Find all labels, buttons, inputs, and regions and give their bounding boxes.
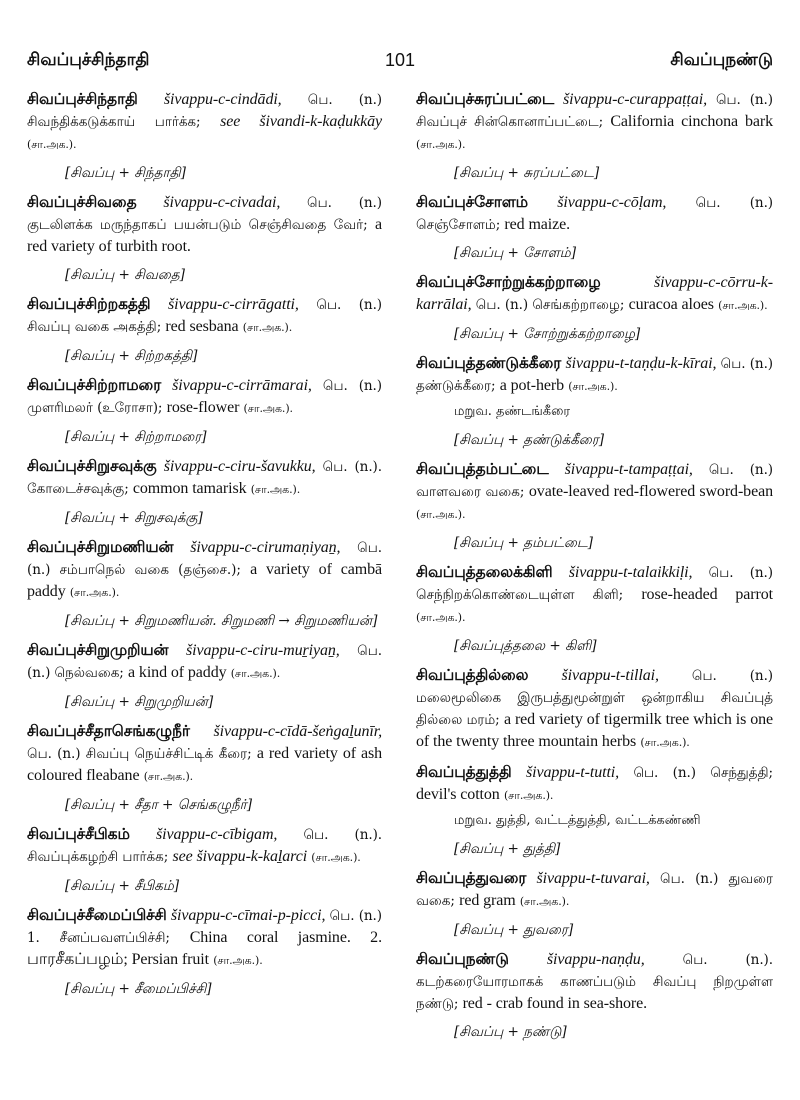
entry-definition (416, 664, 773, 754)
headword: சிவப்புச்சீபிகம் (27, 825, 130, 843)
headword: சிவப்புச்சிறுசவுக்கு (27, 457, 157, 475)
english-gloss: California cinchona bark (610, 113, 773, 130)
part-of-speech: பெ. (n.) (322, 378, 382, 394)
english-gloss: devil's cotton (416, 786, 500, 803)
tamil-gloss: கடற்கரையோரமாகக் காணப்படும் சிவப்பு நிறமுள்ள நண்டு; (416, 974, 773, 1012)
headword: சிவப்புத்துத்தி (416, 763, 512, 781)
english-gloss: a variety of cambā paddy (27, 561, 382, 600)
etymology: [சிவப்பு + தண்டுக்கீரை] (454, 432, 605, 448)
source-abbreviation: (சா.அக.). (242, 321, 293, 334)
transliteration: šivappu-c-cōḷam, (557, 194, 667, 211)
english-gloss: ovate-leaved red-flowered sword-bean (528, 483, 773, 500)
tamil-gloss: செந்துத்தி; (710, 765, 773, 781)
transliteration: šivappu-t-talaikkiḷi, (568, 564, 693, 581)
entry-definition (416, 191, 773, 236)
headword: சிவப்புச்சிறுமணியன் (27, 538, 174, 556)
entry-definition (27, 293, 382, 339)
tamil-gloss: சிவந்திக்கடுக்காய் பார்க்க; (27, 114, 201, 130)
headword: சிவப்புச்சிறுமுறியன் (27, 641, 169, 659)
tamil-gloss: செந்நிறக்கொண்டையுள்ள கிளி; (416, 587, 624, 603)
headword: சிவப்புத்தில்லை (416, 666, 529, 684)
entry-definition (416, 88, 773, 156)
transliteration: šivappu-c-cōrru-k-karrālai, (416, 274, 773, 313)
transliteration: šivappu-c-ciru-muṟiyaṉ, (186, 642, 340, 659)
dictionary-entry (27, 720, 382, 816)
transliteration: šivappu-c-cirrāmarai, (172, 377, 312, 394)
part-of-speech: பெ. (n.) (660, 871, 719, 887)
tamil-gloss: வாளவரை வகை; (416, 484, 525, 500)
entry-definition (27, 904, 382, 972)
part-of-speech: பெ. (n.) (708, 462, 773, 478)
dictionary-entry (27, 536, 382, 632)
english-gloss: a red variety of turbith root. (27, 216, 382, 255)
source-abbreviation: (சா.அக.). (568, 380, 618, 393)
dictionary-entry (27, 293, 382, 367)
tamil-gloss: முளரிமலர் (உரோசா); (27, 400, 163, 416)
page-number: 101 (384, 50, 416, 70)
part-of-speech: பெ. (n.) (27, 540, 382, 578)
tamil-gloss: செஞ்சோளம்; (416, 217, 501, 233)
headword: சிவப்புச்சோளம் (416, 193, 528, 211)
transliteration: šivappu-t-tuvarai, (536, 870, 650, 887)
etymology: [சிவப்பு + சிந்தாதி] (65, 165, 186, 181)
english-gloss: curacoa aloes (628, 296, 714, 313)
entry-definition (416, 271, 773, 317)
tamil-gloss: செங்கற்றாழை; (532, 297, 625, 313)
transliteration: šivappu-c-cirrāgatti, (168, 296, 299, 313)
dictionary-entry (27, 823, 382, 897)
headword: சிவப்புச்சோற்றுக்கற்றாழை (416, 273, 601, 291)
dictionary-entry (416, 458, 773, 554)
etymology: [சிவப்பு + நண்டு] (454, 1024, 567, 1040)
tamil-gloss: துவரை வகை; (416, 871, 773, 909)
part-of-speech: பெ. (n.) (307, 195, 382, 211)
header-right-word: சிவப்புநண்டு (670, 50, 773, 70)
transliteration: šivappu-t-tutti, (525, 764, 620, 781)
tamil-gloss: நெல்வகை; (54, 665, 124, 681)
tamil-gloss: சம்பாநெல் வகை (தஞ்சை.); (59, 562, 241, 578)
part-of-speech: பெ. (n.) (720, 356, 773, 372)
source-abbreviation: (சா.அக.). (416, 138, 466, 151)
transliteration: šivappu-c-cīdā-šeṅgaḻunīr, (213, 723, 382, 740)
part-of-speech: பெ. (n.). (682, 952, 773, 968)
etymology: [சிவப்பு + சீமைப்பிச்சி] (65, 981, 212, 997)
tamil-gloss: குடலிளக்க மருந்தாகப் பயன்படும் செஞ்சிவதை வேர்; (27, 217, 368, 233)
transliteration: šivappu-t-tillai, (561, 667, 659, 684)
headword: சிவப்புச்சீமைப்பிச்சி (27, 906, 167, 924)
entry-definition (27, 639, 382, 685)
entry-definition (27, 823, 382, 869)
headword: சிவப்புத்தலைக்கிளி (416, 563, 553, 581)
source-abbreviation: (சா.அக.). (718, 299, 768, 312)
etymology: [சிவப்பு + சுரப்பட்டை] (454, 165, 600, 181)
english-gloss: rose-flower (166, 399, 240, 416)
source-abbreviation: (சா.அக.). (519, 895, 570, 908)
source-abbreviation: (சா.அக.). (503, 789, 554, 802)
dictionary-entry (27, 455, 382, 529)
entry-definition (416, 867, 773, 913)
dictionary-entry (27, 639, 382, 713)
entry-definition (27, 455, 382, 501)
part-of-speech: பெ. (n.) (316, 297, 382, 313)
etymology: [சிவப்பு + சிறுமுறியன்] (65, 694, 214, 710)
dictionary-entry (416, 271, 773, 345)
headword: சிவப்புத்துவரை (416, 869, 527, 887)
transliteration: šivappu-c-civadai, (163, 194, 281, 211)
headword: சிவப்புச்சிவதை (27, 193, 137, 211)
english-gloss: rose-headed parrot (641, 586, 773, 603)
source-abbreviation: (சா.அக.). (311, 851, 361, 864)
source-abbreviation: (சா.அக.). (250, 483, 301, 496)
english-gloss: red gram (459, 892, 516, 909)
synonym-note: மறுவ. துத்தி, வட்டத்துத்தி, வட்டக்கண்ணி (454, 813, 701, 828)
dictionary-entry (416, 867, 773, 941)
tamil-gloss: சிவப்புக்கழற்சி பார்க்க; (27, 849, 169, 865)
dictionary-entry (416, 352, 773, 451)
english-gloss: China coral jasmine. 2. பாரசீகப்பழம்; Persian fruit (27, 929, 382, 968)
transliteration: šivappu-c-cindādi, (163, 91, 282, 108)
transliteration: šivappu-c-cirumaṇiyaṉ, (190, 539, 341, 556)
etymology: [சிவப்பு + சீதா + செங்கழுநீர்] (65, 797, 253, 813)
tamil-gloss: கோடைச்சவுக்கு; (27, 481, 129, 497)
tamil-gloss: சிவப்பு வகை அகத்தி; (27, 319, 162, 335)
dictionary-entry (416, 761, 773, 860)
etymology: [சிவப்பு + சிற்றாமரை] (65, 429, 207, 445)
transliteration: šivappu-c-cībigam, (156, 826, 278, 843)
tamil-gloss: தண்டுக்கீரை; (416, 378, 496, 394)
dictionary-entry (416, 88, 773, 184)
headword: சிவப்புச்சீதாசெங்கழுநீர் (27, 722, 190, 740)
headword: சிவப்புத்தண்டுக்கீரை (416, 354, 562, 372)
transliteration: šivappu-c-cīmai-p-picci, (170, 907, 326, 924)
transliteration: šivappu-c-ciru-šavukku, (163, 458, 316, 475)
transliteration: šivappu-t-taṇḍu-k-kīrai, (565, 355, 717, 372)
part-of-speech: பெ. (n.) (27, 643, 382, 681)
dictionary-entry (416, 948, 773, 1043)
part-of-speech: பெ. (n.) (695, 195, 773, 211)
english-gloss: a kind of paddy (128, 664, 227, 681)
etymology: [சிவப்பு + சீபிகம்] (65, 878, 180, 894)
dictionary-entry (416, 191, 773, 264)
dictionary-entry (27, 88, 382, 184)
english-gloss: see šivappu-k-kaḻarci (172, 848, 308, 865)
dictionary-entry (416, 561, 773, 657)
part-of-speech: பெ. (n.) (708, 565, 773, 581)
entry-definition (27, 88, 382, 156)
dictionary-entry (27, 904, 382, 1000)
part-of-speech: பெ. (n.) (307, 92, 382, 108)
entry-definition (416, 458, 773, 526)
transliteration: šivappu-t-tampaṭṭai, (564, 461, 693, 478)
transliteration: šivappu-c-curappaṭṭai, (563, 91, 707, 108)
source-abbreviation: (சா.அக.). (143, 770, 194, 783)
part-of-speech: பெ. (n.) (691, 668, 773, 684)
part-of-speech: பெ. (n.). (322, 459, 382, 475)
headword: சிவப்புச்சிற்றாமரை (27, 376, 162, 394)
source-abbreviation: (சா.அக.). (230, 667, 281, 680)
english-gloss: a red variety of ash coloured fleabane (27, 745, 382, 784)
headword: சிவப்புநண்டு (416, 950, 509, 968)
source-abbreviation: (சா.அக.). (69, 586, 120, 599)
tamil-gloss: சிவப்புச் சின்கொனாப்பட்டை; (416, 114, 604, 130)
part-of-speech: பெ. (n.). (303, 827, 382, 843)
english-gloss: red - crab found in sea-shore. (462, 995, 648, 1012)
headword: சிவப்புச்சுரப்பட்டை (416, 90, 555, 108)
left-column (27, 88, 382, 1007)
headword: சிவப்புச்சிற்றகத்தி (27, 295, 151, 313)
headword: சிவப்புச்சிந்தாதி (27, 90, 138, 108)
part-of-speech: பெ. (n.) (475, 297, 529, 313)
tamil-gloss: 1. சீனப்பவளப்பிச்சி; (27, 930, 170, 946)
english-gloss: see šivandi-k-kaḍukkāy (220, 113, 382, 130)
right-column (416, 88, 773, 1050)
etymology: [சிவப்பு + சிறுமணியன். சிறுமணி → சிறுமணியன்] (65, 613, 378, 629)
entry-definition (27, 720, 382, 788)
dictionary-entry (27, 374, 382, 448)
english-gloss: red sesbana (165, 318, 239, 335)
entry-definition (27, 191, 382, 258)
header-left-word: சிவப்புச்சிந்தாதி (27, 50, 150, 70)
tamil-gloss: சிவப்பு நெய்ச்சிட்டிக் கீரை; (85, 746, 252, 762)
dictionary-entry (416, 664, 773, 754)
etymology: [சிவப்பு + தம்பட்டை] (454, 535, 593, 551)
etymology: [சிவப்பு + துத்தி] (454, 841, 561, 857)
entry-definition (416, 948, 773, 1015)
source-abbreviation: (சா.அக.). (640, 736, 690, 749)
etymology: [சிவப்பு + சிறுசவுக்கு] (65, 510, 203, 526)
entry-definition (27, 536, 382, 604)
etymology: [சிவப்பு + சோற்றுக்கற்றாழை] (454, 326, 641, 342)
source-abbreviation: (சா.அக.). (416, 508, 466, 521)
etymology: [சிவப்பு + சிற்றகத்தி] (65, 348, 198, 364)
source-abbreviation: (சா.அக.). (27, 138, 77, 151)
etymology: [சிவப்பு + சோளம்] (454, 245, 577, 261)
entry-definition (27, 374, 382, 420)
etymology: [சிவப்பு + சிவதை] (65, 267, 185, 283)
english-gloss: a red variety of tigermilk tree which is one of the twenty three mountain herbs (416, 711, 773, 750)
part-of-speech: பெ. (n.) (715, 92, 773, 108)
synonym-note: மறுவ. தண்டங்கீரை (454, 404, 571, 419)
source-abbreviation: (சா.அக.). (243, 402, 293, 415)
english-gloss: common tamarisk (132, 480, 247, 497)
english-gloss: red maize. (504, 216, 571, 233)
etymology: [சிவப்பு + துவரை] (454, 922, 574, 938)
english-gloss: a pot-herb (499, 377, 564, 394)
transliteration: šivappu-naṇḍu, (546, 951, 645, 968)
source-abbreviation: (சா.அக.). (213, 954, 263, 967)
part-of-speech: பெ. (n.) (329, 908, 382, 924)
running-header (27, 50, 773, 76)
headword: சிவப்புத்தம்பட்டை (416, 460, 549, 478)
dictionary-entry (27, 191, 382, 286)
source-abbreviation: (சா.அக.). (416, 611, 466, 624)
entry-definition (416, 352, 773, 398)
part-of-speech: பெ. (n.) (27, 746, 81, 762)
part-of-speech: பெ. (n.) (633, 765, 696, 781)
etymology: [சிவப்புத்தலை + கிளி] (454, 638, 597, 654)
entry-definition (416, 561, 773, 629)
entry-definition (416, 761, 773, 807)
tamil-gloss: மலைமூலிகை இருபத்துமூன்றுள் ஒன்றாகிய சிவப்புத் தில்லை மரம்; (416, 690, 773, 728)
